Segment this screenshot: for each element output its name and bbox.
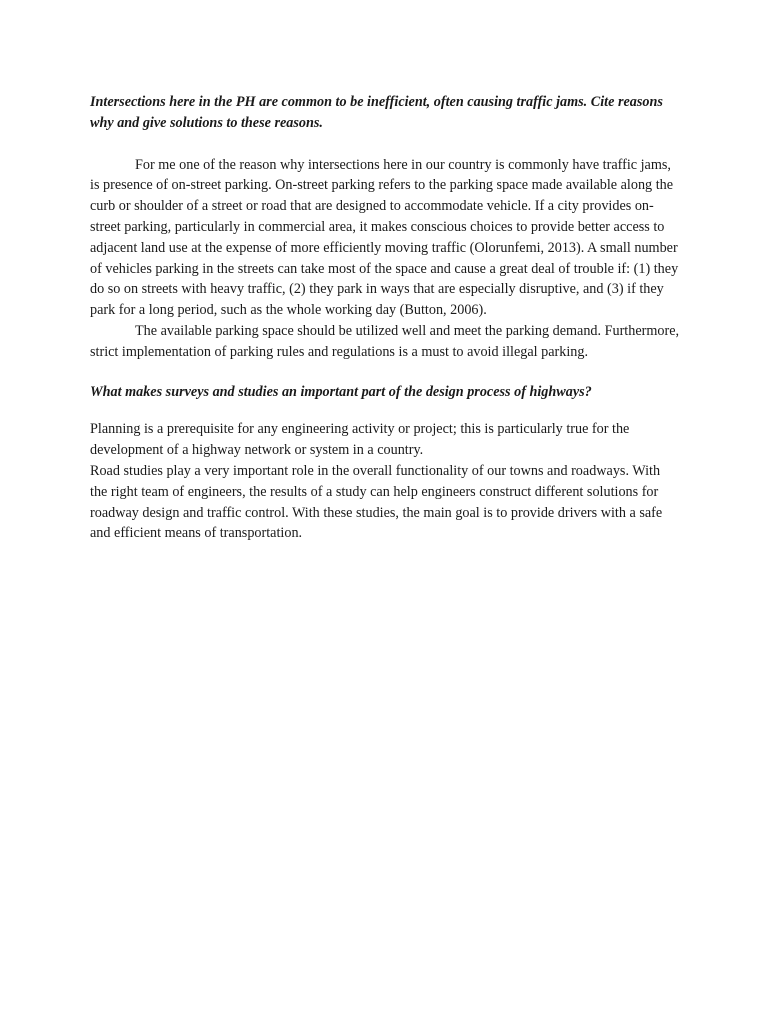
document-body	[90, 92, 680, 544]
question-1-heading: Intersections here in the PH are common to be inefficient, often causing traffic jams. Cite reasons why and give solutions to these reasons.	[90, 94, 663, 131]
spacer	[90, 363, 680, 382]
answer-2-paragraph-1: Planning is a prerequisite for any engineering activity or project; this is particularly true for the development of a highway network or system in a country.	[90, 421, 630, 459]
question-2-heading: What makes surveys and studies an important part of the design process of highways?	[90, 383, 592, 400]
answer-1-paragraph-2: The available parking space should be utilized well and meet the parking demand. Furthermore, strict implementation of parking rules and regulations is a must to avoid illegal parking.	[90, 322, 680, 360]
spacer	[90, 402, 680, 419]
spacer	[90, 134, 680, 155]
answer-1-paragraph-1: For me one of the reason why intersections here in our country is commonly have traffic jams, is presence of on-street parking. On-street parking refers to the parking space made available along the curb or shoulder of a street or road that are designed to accommodate vehicle. If a city provides on-street parking, particularly in commercial area, it makes conscious choices to provide better access to adjacent land use at the expense of more efficiently moving traffic (Olorunfemi, 2013). A small number of vehicles parking in the streets can take most of the space and cause a great deal of trouble if: (1) they do so on streets with heavy traffic, (2) they park in ways that are especially disruptive, and (3) if they park for a long period, such as the whole working day (Button, 2006).	[90, 156, 679, 319]
answer-2-paragraph-2: Road studies play a very important role in the overall functionality of our towns and roadways. With the right team of engineers, the results of a study can help engineers construct different solutions for roadway design and traffic control. With these studies, the main goal is to provide drivers with a safe and efficient means of transportation.	[90, 462, 663, 542]
